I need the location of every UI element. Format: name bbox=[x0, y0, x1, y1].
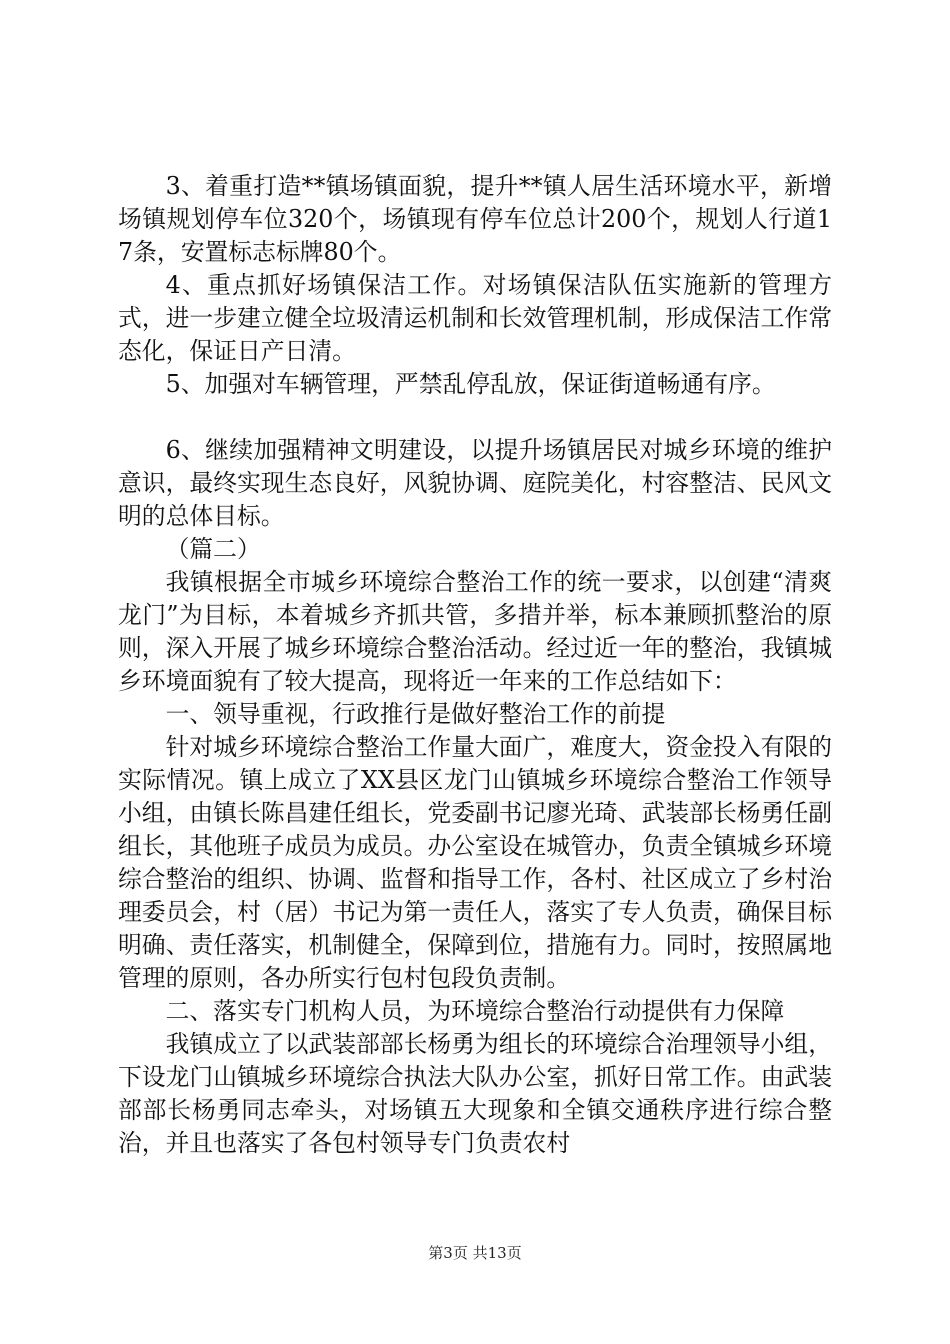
paragraph-item-4: 4、重点抓好场镇保洁工作。对场镇保洁队伍实施新的管理方式，进一步建立健全垃圾清运机制和长效管理机制，形成保洁工作常态化，保证日产日清。 bbox=[118, 271, 832, 365]
document-body bbox=[118, 170, 832, 1160]
section-heading-two: 二、落实专门机构人员，为环境综合整治行动提供有力保障 bbox=[165, 997, 785, 1025]
paragraph-organization: 我镇成立了以武装部部长杨勇为组长的环境综合治理领导小组，下设龙门山镇城乡环境综合执法大队办公室，抓好日常工作。由武装部部长杨勇同志牵头，对场镇五大现象和全镇交通秩序进行综合整治，并且也落实了各包村领导专门负责农村 bbox=[118, 1030, 832, 1157]
section-heading-part-two: （篇二） bbox=[165, 535, 261, 563]
paragraph-spacer bbox=[118, 401, 832, 434]
paragraph-item-6: 6、继续加强精神文明建设，以提升场镇居民对城乡环境的维护意识，最终实现生态良好，风貌协调、庭院美化，村容整洁、民风文明的总体目标。 bbox=[118, 436, 832, 530]
section-heading-one: 一、领导重视，行政推行是做好整治工作的前提 bbox=[165, 700, 666, 728]
page-footer: 第3页 共13页 bbox=[428, 1244, 522, 1262]
paragraph-intro: 我镇根据全市城乡环境综合整治工作的统一要求，以创建“清爽龙门”为目标，本着城乡齐抓共管，多措并举，标本兼顾抓整治的原则，深入开展了城乡环境综合整治活动。经过近一年的整治，我镇城乡环境面貌有了较大提高，现将近一年来的工作总结如下： bbox=[118, 568, 832, 695]
paragraph-item-3: 3、着重打造**镇场镇面貌，提升**镇人居生活环境水平，新增场镇规划停车位320个，场镇现有停车位总计200个，规划人行道17条，安置标志标牌80个。 bbox=[118, 172, 832, 266]
paragraph-leadership: 针对城乡环境综合整治工作量大面广，难度大，资金投入有限的实际情况。镇上成立了XX县区龙门山镇城乡环境综合整治工作领导小组，由镇长陈昌建任组长，党委副书记廖光琦、武装部长杨勇任副组长，其他班子成员为成员。办公室设在城管办，负责全镇城乡环境综合整治的组织、协调、监督和指导工作，各村、社区成立了乡村治理委员会，村（居）书记为第一责任人，落实了专人负责，确保目标明确、责任落实，机制健全，保障到位，措施有力。同时，按照属地管理的原则，各办所实行包村包段负责制。 bbox=[118, 733, 832, 992]
paragraph-item-5: 5、加强对车辆管理，严禁乱停乱放，保证街道畅通有序。 bbox=[165, 370, 776, 398]
